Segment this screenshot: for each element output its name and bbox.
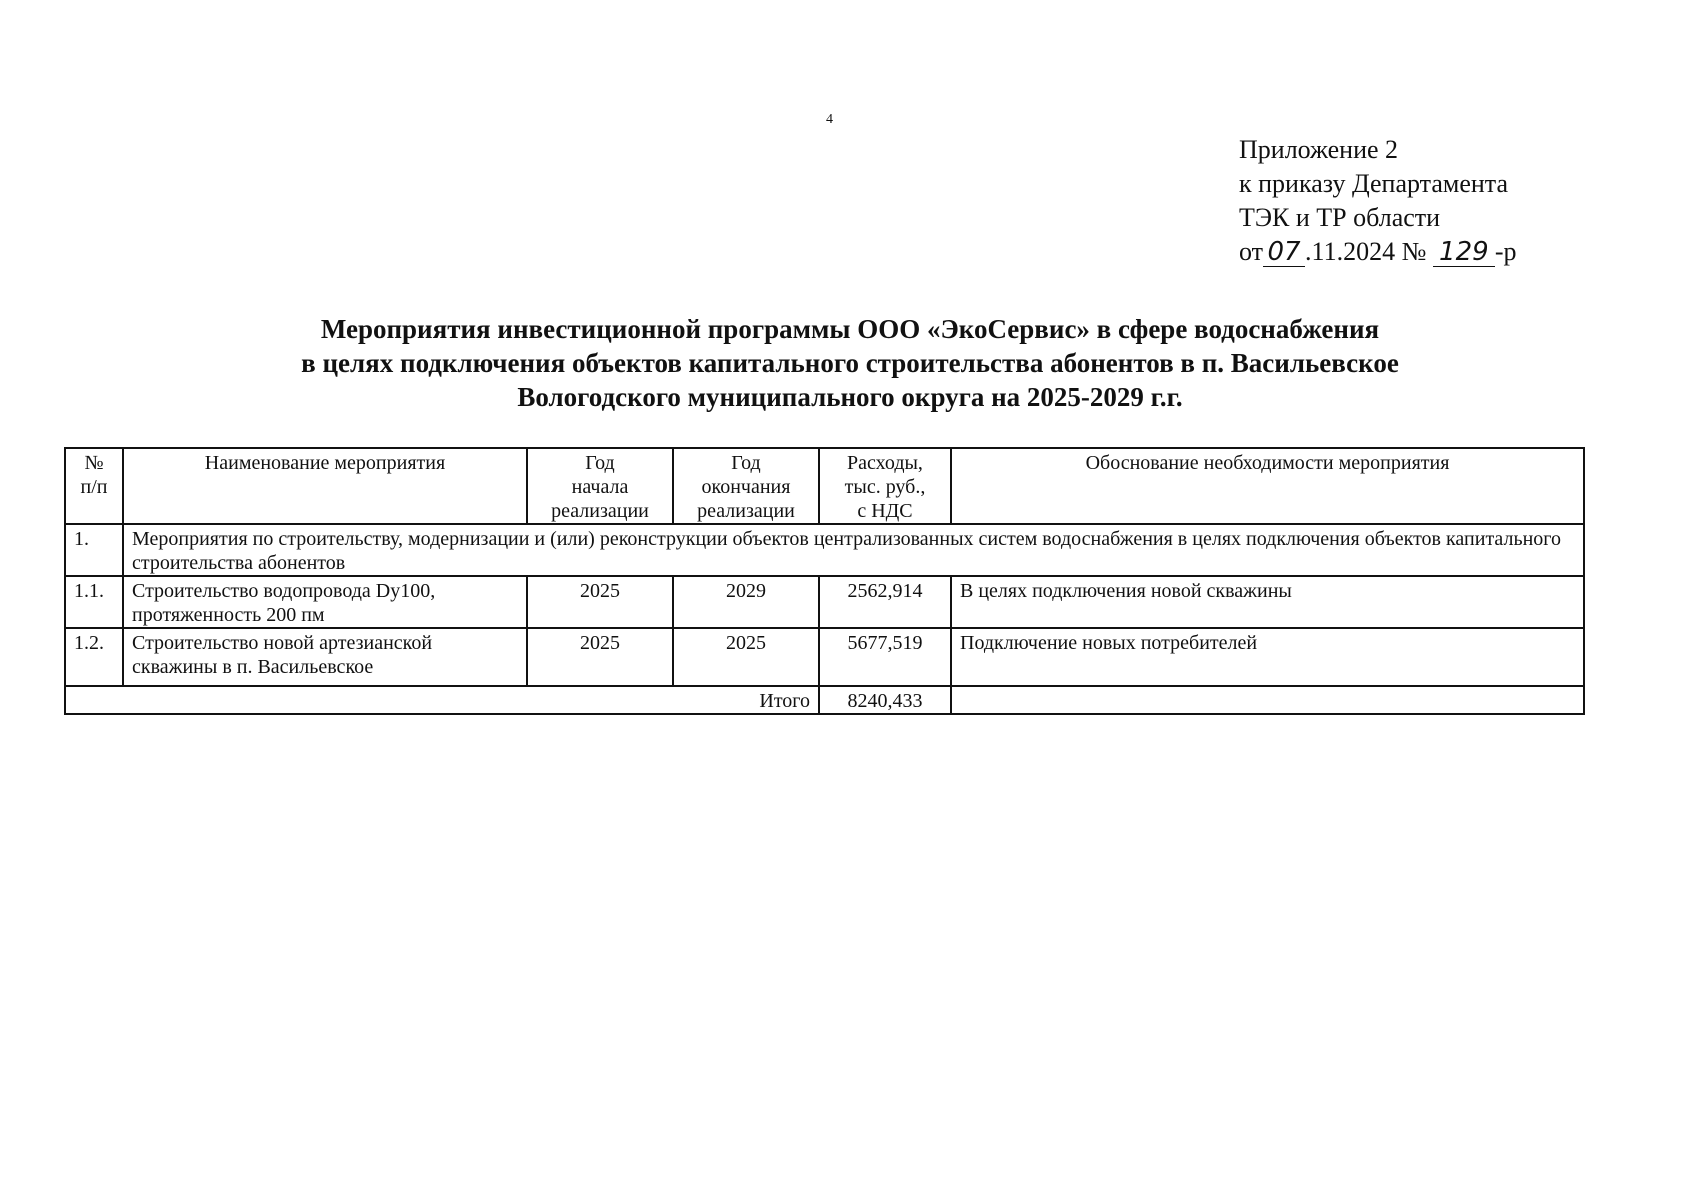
header-start-year: Год начала реализации [527, 448, 673, 524]
row-name: Строительство водопровода Dy100, протяженность 200 пм [123, 576, 527, 628]
section-text: Мероприятия по строительству, модернизации и (или) реконструкции объектов централизованных систем водоснабжения в целях подключения объектов капитального строительства абонентов [123, 524, 1584, 576]
total-label: Итого [65, 686, 819, 714]
row-end-year: 2025 [673, 628, 819, 686]
appendix-block [1239, 133, 1517, 269]
header-name: Наименование мероприятия [123, 448, 527, 524]
handwritten-order-number: 129 [1433, 238, 1495, 267]
row-reason: В целях подключения новой скважины [951, 576, 1584, 628]
header-cost: Расходы, тыс. руб., с НДС [819, 448, 951, 524]
total-row [65, 686, 1584, 714]
document-title [200, 312, 1500, 414]
measures-table [64, 447, 1585, 715]
header-no: № п/п [65, 448, 123, 524]
title-line-1: Мероприятия инвестиционной программы ООО «ЭкоСервис» в сфере водоснабжения [320, 314, 1380, 344]
appendix-department: ТЭК и ТР области [1239, 203, 1441, 232]
row-name: Строительство новой артезианской скважины в п. Васильевское [123, 628, 527, 686]
title-line-3: Вологодского муниципального округа на 2025-2029 г.г. [517, 382, 1183, 412]
order-suffix: -р [1494, 237, 1517, 266]
page-number-mark: 4 [826, 112, 833, 127]
table-row [65, 628, 1584, 686]
date-rest: .11.2024 № [1305, 237, 1427, 266]
total-value: 8240,433 [819, 686, 951, 714]
row-no: 1.1. [65, 576, 123, 628]
row-cost: 5677,519 [819, 628, 951, 686]
row-start-year: 2025 [527, 628, 673, 686]
date-prefix: от [1239, 237, 1264, 266]
appendix-order-ref: к приказу Департамента [1239, 169, 1509, 198]
section-no: 1. [65, 524, 123, 576]
title-line-2: в целях подключения объектов капитального строительства абонентов в п. Васильевское [301, 348, 1399, 378]
row-start-year: 2025 [527, 576, 673, 628]
header-reason: Обоснование необходимости мероприятия [951, 448, 1584, 524]
header-end-year: Год окончания реализации [673, 448, 819, 524]
appendix-date-line [1239, 235, 1517, 269]
row-no: 1.2. [65, 628, 123, 686]
row-end-year: 2029 [673, 576, 819, 628]
table-header-row [65, 448, 1584, 524]
handwritten-day: 07 [1263, 238, 1305, 267]
table-row [65, 576, 1584, 628]
total-empty-cell [951, 686, 1584, 714]
row-reason: Подключение новых потребителей [951, 628, 1584, 686]
row-cost: 2562,914 [819, 576, 951, 628]
section-row [65, 524, 1584, 576]
appendix-title: Приложение 2 [1239, 135, 1399, 164]
